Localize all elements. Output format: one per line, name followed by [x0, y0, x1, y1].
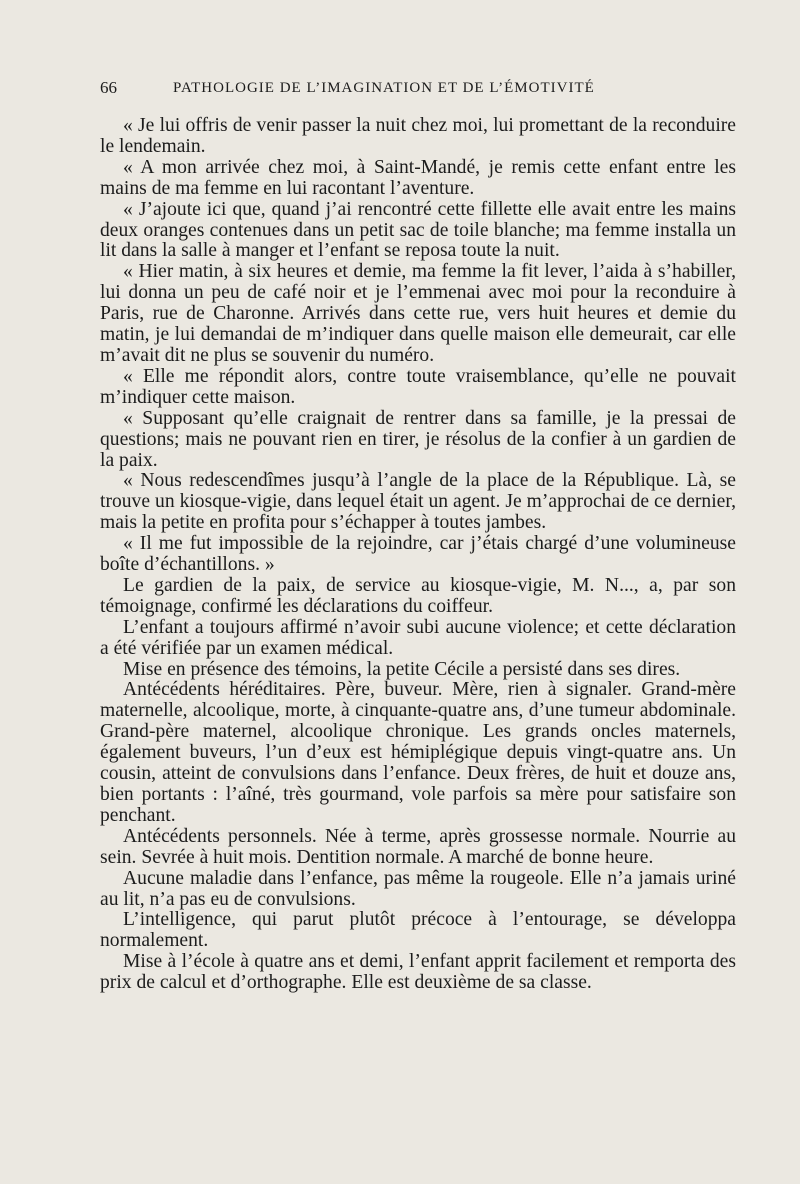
paragraph: L’enfant a toujours affirmé n’avoir subi aucune violence; et cette déclaration a été vérifiée par un examen médical.	[100, 616, 736, 659]
page-number: 66	[100, 78, 117, 97]
body-text	[100, 116, 736, 994]
paragraph: Mise à l’école à quatre ans et demi, l’enfant apprit facilement et remporta des prix de calcul et d’orthographe. Elle est deuxième de sa classe.	[100, 951, 736, 994]
paragraph: « Je lui offris de venir passer la nuit chez moi, lui promettant de la reconduire le lendemain.	[100, 115, 736, 157]
paragraph: « J’ajoute ici que, quand j’ai rencontré cette fillette elle avait entre les mains deux oranges contenues dans un petit sac de toile blanche; ma femme installa un lit dans la salle à manger et l’enfant se reposa toute la nuit.	[100, 198, 736, 262]
paragraph: « Il me fut impossible de la rejoindre, car j’étais chargé d’une volumineuse boîte d’échantillons. »	[100, 533, 736, 576]
paragraph: « Elle me répondit alors, contre toute vraisemblance, qu’elle ne pouvait m’indiquer cette maison.	[100, 365, 736, 408]
paragraph: Aucune maladie dans l’enfance, pas même la rougeole. Elle n’a jamais uriné au lit, n’a pas eu de convulsions.	[100, 867, 736, 910]
paragraph: Mise en présence des témoins, la petite Cécile a persisté dans ses dires.	[123, 658, 681, 680]
paragraph: L’intelligence, qui parut plutôt précoce à l’entourage, se développa normalement.	[100, 909, 736, 952]
paragraph: « Nous redescendîmes jusqu’à l’angle de la place de la République. Là, se trouve un kiosque-vigie, dans lequel était un agent. Je m’approchai de ce dernier, mais la petite en profita pour s’échapper à toutes jambes.	[100, 470, 736, 534]
paragraph: Antécédents personnels. Née à terme, après grossesse normale. Nourrie au sein. Sevrée à huit mois. Dentition normale. A marché de bonne heure.	[100, 825, 736, 868]
paragraph: Le gardien de la paix, de service au kiosque-vigie, M. N..., a, par son témoignage, confirmé les déclarations du coiffeur.	[100, 574, 736, 617]
paragraph: « Hier matin, à six heures et demie, ma femme la fit lever, l’aida à s’habiller, lui donna un peu de café noir et je l’emmenai avec moi pour la reconduire à Paris, rue de Charonne. Arrivés dans cette rue, vers huit heures et demie du matin, je lui demandai de m’indiquer dans quelle maison elle demeurait, car elle m’avait dit ne plus se souvenir du numéro.	[100, 261, 736, 366]
paragraph: « Supposant qu’elle craignait de rentrer dans sa famille, je la pressai de questions; mais ne pouvant rien en tirer, je résolus de la confier à un gardien de la paix.	[100, 407, 736, 471]
page-header	[100, 78, 740, 104]
paragraph: « A mon arrivée chez moi, à Saint-Mandé, je remis cette enfant entre les mains de ma femme en lui racontant l’aventure.	[100, 156, 736, 199]
paragraph: Antécédents héréditaires. Père, buveur. Mère, rien à signaler. Grand-mère maternelle, alcoolique, morte, à cinquante-quatre ans, d’une tumeur abdominale. Grand-père maternel, alcoolique chronique. Les grands oncles maternels, également buveurs, l’un d’eux est hémiplégique depuis vingt-quatre ans. Un cousin, atteint de convulsions dans l’enfance. Deux frères, de huit et douze ans, bien portants : l’aîné, très gourmand, vole parfois sa mère pour satisfaire son penchant.	[100, 679, 736, 826]
running-title: PATHOLOGIE DE L’IMAGINATION ET DE L’ÉMOTIVITÉ	[173, 80, 595, 96]
